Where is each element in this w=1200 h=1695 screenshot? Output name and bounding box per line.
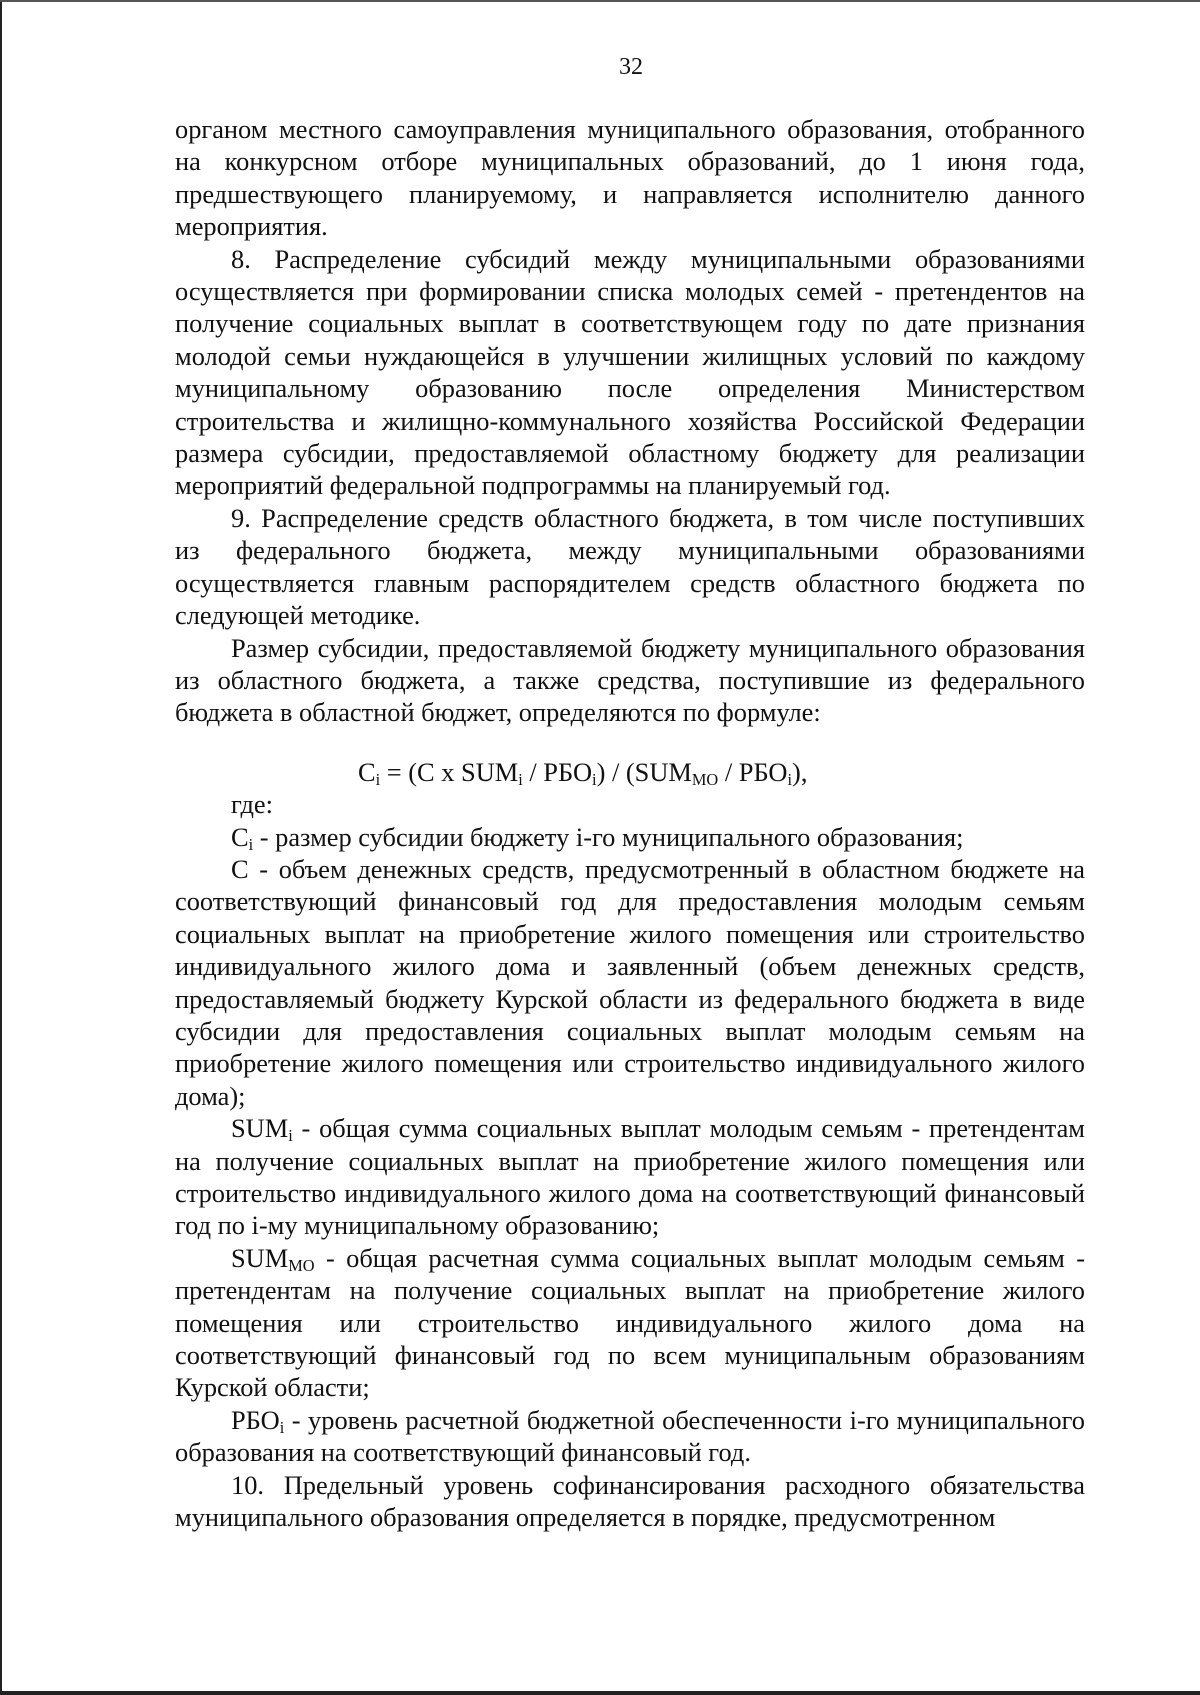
paragraph-10: 10. Предельный уровень софинансирования расходного обязательства муниципального образования определяется в порядке, предусмотренном [175, 1469, 1085, 1533]
definition-sub: i [279, 1417, 285, 1437]
formula-part: ) / (SUM [596, 756, 692, 787]
where-label: где: [231, 789, 273, 820]
document-body [175, 113, 1085, 1533]
definition-sub: МО [288, 1255, 315, 1275]
definition-symbol: РБО [231, 1404, 280, 1435]
paragraph-9: 9. Распределение средств областного бюджета, в том числе поступивших из федерального бюджета, между муниципальными образованиями осуществляется главным распорядителем средств областного бюджета по следующей методике. [175, 502, 1085, 631]
scan-edge-top [0, 0, 1200, 2]
definition-text: - уровень расчетной бюджетной обеспеченности i-го муниципального образования на соответствующий финансовый год. [175, 1404, 1085, 1468]
definition-summo [175, 1242, 1085, 1404]
definition-sub: i [248, 834, 254, 854]
formula-sub: МО [691, 769, 719, 789]
formula-sub: i [592, 769, 597, 789]
definition-sub: i [288, 1126, 293, 1146]
formula-sub: i [787, 769, 793, 789]
formula-sub: i [518, 769, 523, 789]
definition-sumi [175, 1112, 1085, 1242]
paragraph-continuation: органом местного самоуправления муниципального образования, отобранного на конкурсном отборе муниципальных образований, до 1 июня года, предшествующего планируемому, и направляется исполнителю данного мероприятия. [175, 114, 1085, 242]
definition-rboi [175, 1404, 1085, 1469]
page-number: 32 [619, 54, 643, 80]
formula-part: = (С х SUM [380, 756, 519, 787]
formula-part: / РБО [522, 756, 593, 787]
definition-symbol: SUM [231, 1242, 289, 1273]
paragraph-subsidy-size: Размер субсидии, предоставляемой бюджету муниципального образования из областного бюджета, а также средства, поступившие из федерального бюджета в областной бюджет, определяются по формуле: [175, 632, 1085, 728]
definition-text: - общая сумма социальных выплат молодым семьям - претендентам на получение социальных выплат на приобретение жилого помещения или строительство индивидуального жилого дома на соответствующий финансовый год по i-му муниципальному образованию; [175, 1113, 1085, 1241]
definition-text: - размер субсидии бюджету i-го муниципального образования; [253, 821, 964, 852]
formula-lhs: C [358, 756, 376, 787]
scan-edge-bottom [0, 1691, 1200, 1695]
definition-ci [175, 821, 1085, 853]
formula-part: ), [792, 756, 808, 787]
definition-symbol: SUM [231, 1113, 289, 1144]
definition-c: С - объем денежных средств, предусмотренный в областном бюджете на соответствующий финансовый год для предоставления молодым семьям социальных выплат на приобретение жилого помещения или строительство индивидуального жилого дома и заявленный (объем денежных средств, предоставляемый бюджету Курской области из федерального бюджета в виде субсидии для предоставления социальных выплат молодым семьям на приобретение жилого помещения или строительство индивидуального жилого дома); [175, 853, 1085, 1111]
formula-part: / РБО [718, 756, 788, 787]
definition-symbol: C [231, 821, 249, 852]
formula-sub: i [375, 769, 381, 789]
formula [175, 756, 1085, 788]
paragraph-8: 8. Распределение субсидий между муниципальными образованиями осуществляется при формировании списка молодых семей - претендентов на получение социальных выплат в соответствующем году по дате признания молодой семьи нуждающейся в улучшении жилищных условий по каждому муниципальному образованию после определения Министерством строительства и жилищно-коммунального хозяйства Российской Федерации размера субсидии, предоставляемой областному бюджету для реализации мероприятий федеральной подпрограммы на планируемый год. [175, 243, 1085, 501]
scan-edge-left [0, 0, 2, 1695]
definition-text: - общая расчетная сумма социальных выплат молодым семьям - претендентам на получение социальных выплат на приобретение жилого помещения или строительство индивидуального жилого дома на соответствующий финансовый год по всем муниципальным образованиям Курской области; [175, 1242, 1085, 1403]
